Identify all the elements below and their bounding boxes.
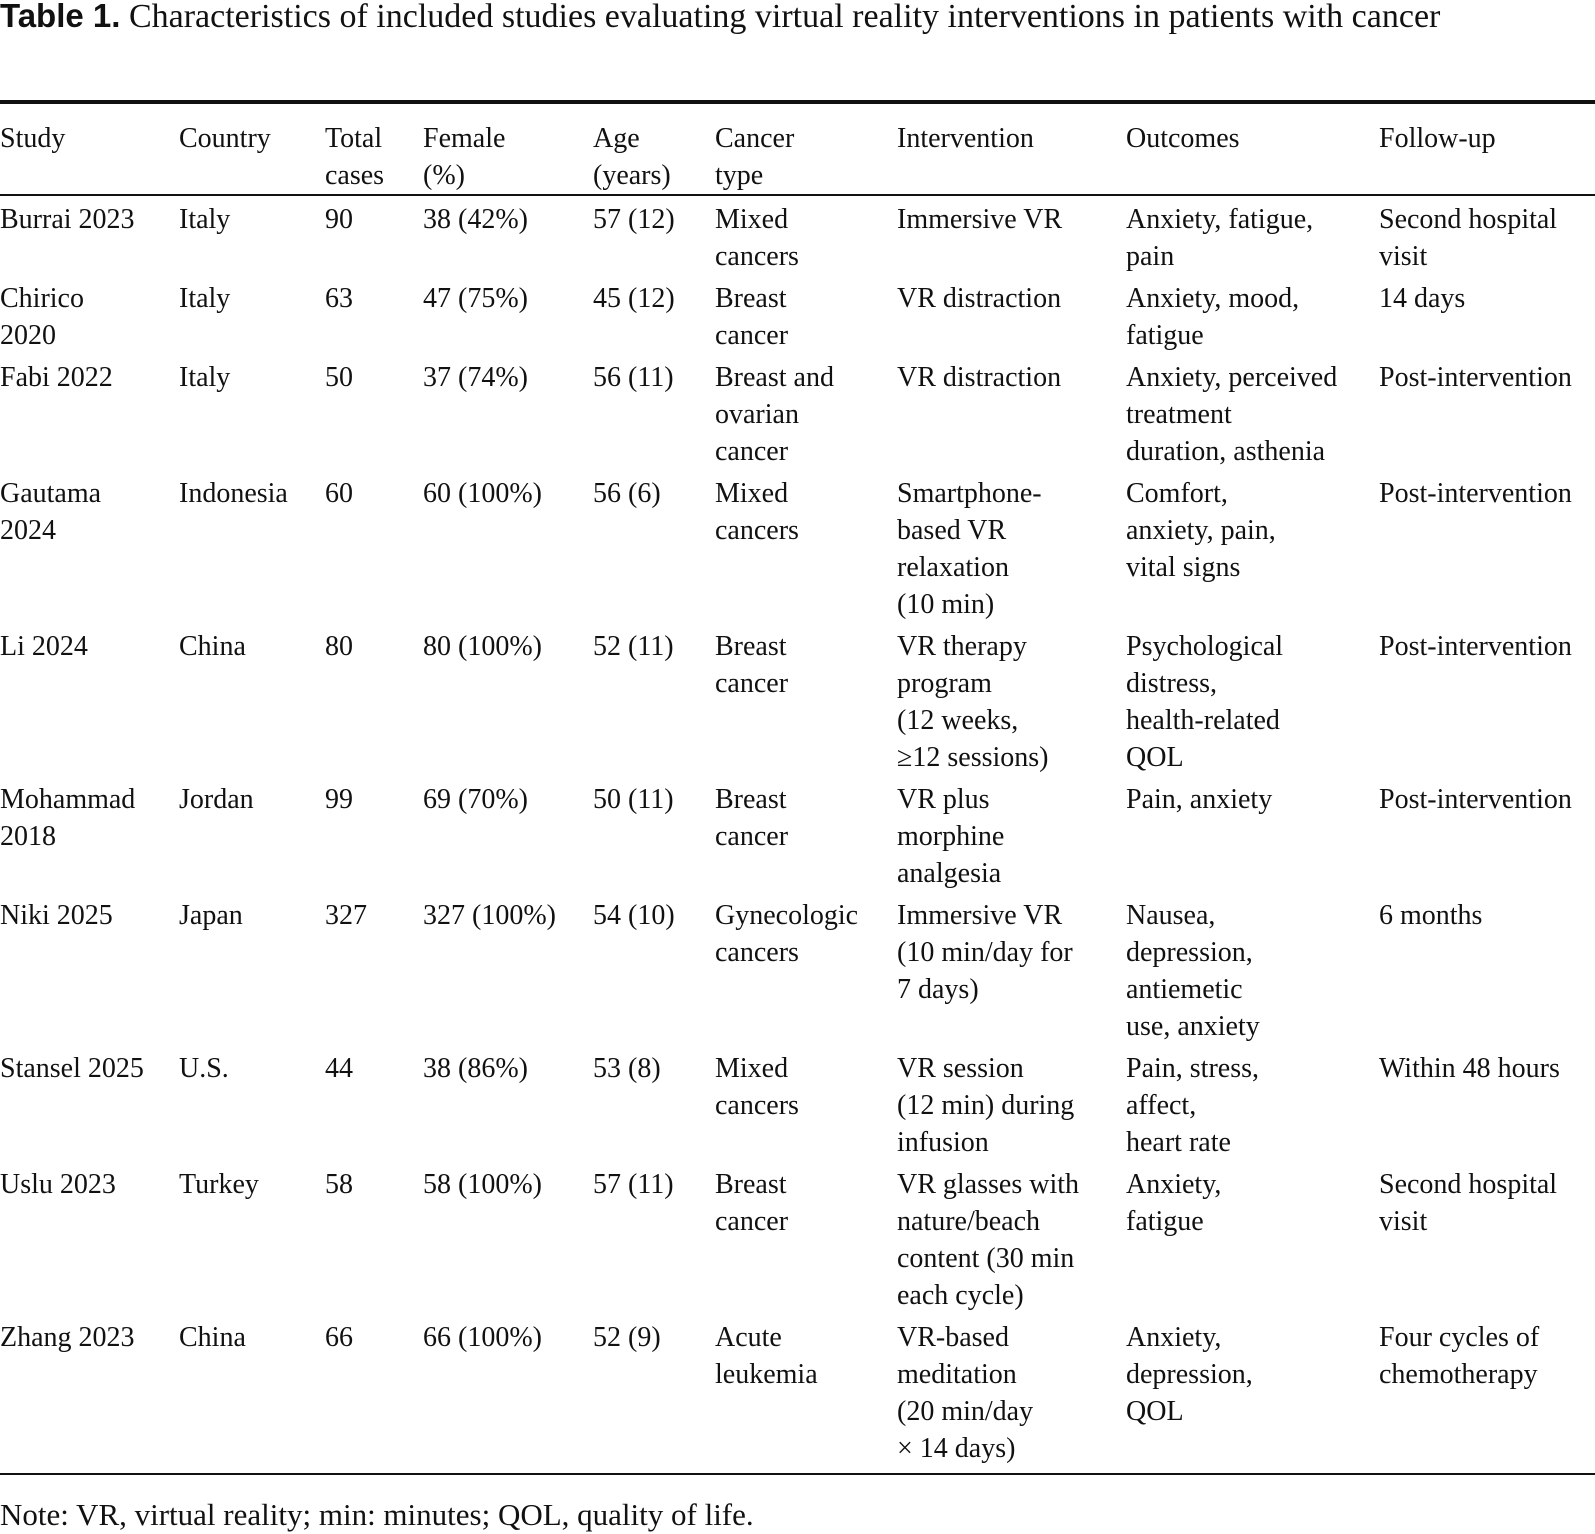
cell-female: 66 (100%) bbox=[423, 1322, 542, 1353]
cell-intervention: VR distraction bbox=[897, 283, 1062, 314]
cell-follow-up: Post-intervention bbox=[1379, 362, 1572, 393]
column-header-cancer-type: Cancer type bbox=[715, 123, 795, 191]
cell-age: 52 (9) bbox=[593, 1322, 661, 1353]
cell-outcomes: Anxiety, depression, QOL bbox=[1126, 1322, 1253, 1427]
cell-age: 52 (11) bbox=[593, 631, 674, 662]
table-row bbox=[0, 892, 1595, 1045]
cell-outcomes: Psychological distress, health-related QOL bbox=[1126, 631, 1284, 773]
cell-outcomes: Anxiety, mood, fatigue bbox=[1126, 283, 1300, 351]
table-label: Table 1. bbox=[0, 0, 121, 34]
cell-study: Zhang 2023 bbox=[0, 1322, 135, 1353]
cell-country: Jordan bbox=[179, 784, 254, 815]
cell-cancer-type: Gynecologic cancers bbox=[715, 900, 859, 968]
cell-cancer-type: Mixed cancers bbox=[715, 204, 799, 272]
cell-age: 57 (11) bbox=[593, 1169, 674, 1200]
cell-cancer-type: Mixed cancers bbox=[715, 1053, 799, 1121]
cell-study: Mohammad 2018 bbox=[0, 784, 136, 852]
cell-country: Turkey bbox=[179, 1169, 259, 1200]
cell-intervention: VR-based meditation (20 min/day × 14 days) bbox=[897, 1322, 1034, 1464]
cell-total-cases: 63 bbox=[325, 283, 353, 314]
table-caption bbox=[0, 0, 1580, 38]
cell-follow-up: Post-intervention bbox=[1379, 478, 1572, 509]
column-header-age: Age (years) bbox=[593, 123, 671, 191]
table-row bbox=[0, 623, 1595, 776]
table-row bbox=[0, 1161, 1595, 1314]
characteristics-table bbox=[0, 100, 1595, 1475]
table-row bbox=[0, 275, 1595, 354]
cell-study: Chirico 2020 bbox=[0, 283, 84, 351]
cell-study: Niki 2025 bbox=[0, 900, 113, 931]
cell-outcomes: Anxiety, fatigue, pain bbox=[1126, 204, 1314, 272]
cell-study: Uslu 2023 bbox=[0, 1169, 116, 1200]
cell-total-cases: 60 bbox=[325, 478, 353, 509]
cell-follow-up: 6 months bbox=[1379, 900, 1483, 931]
cell-cancer-type: Breast cancer bbox=[715, 283, 789, 351]
cell-outcomes: Pain, stress, affect, heart rate bbox=[1126, 1053, 1259, 1158]
cell-study: Burrai 2023 bbox=[0, 204, 135, 235]
column-header-female: Female (%) bbox=[423, 123, 506, 191]
column-header-study: Study bbox=[0, 123, 66, 154]
table-body bbox=[0, 195, 1595, 1474]
cell-total-cases: 66 bbox=[325, 1322, 353, 1353]
table-row bbox=[0, 470, 1595, 623]
column-header-follow-up: Follow-up bbox=[1379, 123, 1496, 154]
column-header-total-cases: Total cases bbox=[325, 123, 385, 191]
cell-outcomes: Anxiety, perceived treatment duration, asthenia bbox=[1126, 362, 1338, 467]
cell-age: 56 (6) bbox=[593, 478, 661, 509]
cell-female: 37 (74%) bbox=[423, 362, 528, 393]
cell-cancer-type: Breast and ovarian cancer bbox=[715, 362, 834, 467]
cell-intervention: VR therapy program (12 weeks, ≥12 sessions) bbox=[897, 631, 1049, 773]
cell-follow-up: Second hospital visit bbox=[1379, 204, 1558, 272]
cell-intervention: VR glasses with nature/beach content (30 min each cycle) bbox=[897, 1169, 1079, 1311]
cell-country: Indonesia bbox=[179, 478, 288, 509]
cell-intervention: Immersive VR (10 min/day for 7 days) bbox=[897, 900, 1073, 1005]
table-row bbox=[0, 354, 1595, 470]
cell-intervention: Immersive VR bbox=[897, 204, 1063, 235]
cell-total-cases: 44 bbox=[325, 1053, 353, 1084]
cell-study: Li 2024 bbox=[0, 631, 88, 662]
cell-age: 53 (8) bbox=[593, 1053, 661, 1084]
cell-study: Gautama 2024 bbox=[0, 478, 102, 546]
cell-cancer-type: Breast cancer bbox=[715, 784, 789, 852]
cell-age: 56 (11) bbox=[593, 362, 674, 393]
cell-follow-up: Four cycles of chemotherapy bbox=[1379, 1322, 1540, 1390]
cell-female: 60 (100%) bbox=[423, 478, 542, 509]
cell-total-cases: 80 bbox=[325, 631, 353, 662]
cell-intervention: VR plus morphine analgesia bbox=[897, 784, 1005, 889]
cell-follow-up: Post-intervention bbox=[1379, 784, 1572, 815]
cell-study: Stansel 2025 bbox=[0, 1053, 144, 1084]
cell-intervention: VR session (12 min) during infusion bbox=[897, 1053, 1075, 1158]
table-row bbox=[0, 1045, 1595, 1161]
cell-country: U.S. bbox=[179, 1053, 229, 1084]
cell-follow-up: 14 days bbox=[1379, 283, 1466, 314]
cell-outcomes: Comfort, anxiety, pain, vital signs bbox=[1126, 478, 1276, 583]
column-header-intervention: Intervention bbox=[897, 123, 1034, 154]
cell-age: 57 (12) bbox=[593, 204, 675, 235]
cell-age: 50 (11) bbox=[593, 784, 674, 815]
cell-female: 47 (75%) bbox=[423, 283, 528, 314]
cell-outcomes: Anxiety, fatigue bbox=[1126, 1169, 1222, 1237]
cell-intervention: VR distraction bbox=[897, 362, 1062, 393]
cell-total-cases: 90 bbox=[325, 204, 353, 235]
cell-female: 327 (100%) bbox=[423, 900, 556, 931]
cell-follow-up: Within 48 hours bbox=[1379, 1053, 1560, 1084]
cell-country: China bbox=[179, 631, 246, 662]
cell-country: Japan bbox=[179, 900, 243, 931]
cell-female: 58 (100%) bbox=[423, 1169, 542, 1200]
cell-country: Italy bbox=[179, 204, 231, 235]
cell-cancer-type: Mixed cancers bbox=[715, 478, 799, 546]
cell-outcomes: Nausea, depression, antiemetic use, anxiety bbox=[1126, 900, 1260, 1042]
cell-female: 38 (42%) bbox=[423, 204, 528, 235]
cell-country: Italy bbox=[179, 362, 231, 393]
header-row bbox=[0, 102, 1595, 195]
cell-total-cases: 327 bbox=[325, 900, 367, 931]
column-header-outcomes: Outcomes bbox=[1126, 123, 1240, 154]
cell-intervention: Smartphone- based VR relaxation (10 min) bbox=[897, 478, 1042, 620]
cell-follow-up: Post-intervention bbox=[1379, 631, 1572, 662]
table-note: Note: VR, virtual reality; min: minutes; QOL, quality of life. bbox=[0, 1497, 754, 1532]
cell-country: Italy bbox=[179, 283, 231, 314]
table-row bbox=[0, 195, 1595, 275]
cell-total-cases: 50 bbox=[325, 362, 353, 393]
cell-follow-up: Second hospital visit bbox=[1379, 1169, 1558, 1237]
table-caption-text: Characteristics of included studies evaluating virtual reality interventions in patients with cancer bbox=[120, 0, 1441, 35]
cell-cancer-type: Breast cancer bbox=[715, 1169, 789, 1237]
cell-age: 45 (12) bbox=[593, 283, 675, 314]
cell-cancer-type: Acute leukemia bbox=[715, 1322, 818, 1390]
cell-study: Fabi 2022 bbox=[0, 362, 113, 393]
cell-outcomes: Pain, anxiety bbox=[1126, 784, 1273, 815]
table-row bbox=[0, 776, 1595, 892]
cell-age: 54 (10) bbox=[593, 900, 675, 931]
cell-cancer-type: Breast cancer bbox=[715, 631, 789, 699]
cell-female: 38 (86%) bbox=[423, 1053, 528, 1084]
cell-country: China bbox=[179, 1322, 246, 1353]
cell-female: 69 (70%) bbox=[423, 784, 528, 815]
cell-female: 80 (100%) bbox=[423, 631, 542, 662]
cell-total-cases: 58 bbox=[325, 1169, 353, 1200]
column-header-country: Country bbox=[179, 123, 271, 154]
table-row bbox=[0, 1314, 1595, 1474]
cell-total-cases: 99 bbox=[325, 784, 353, 815]
